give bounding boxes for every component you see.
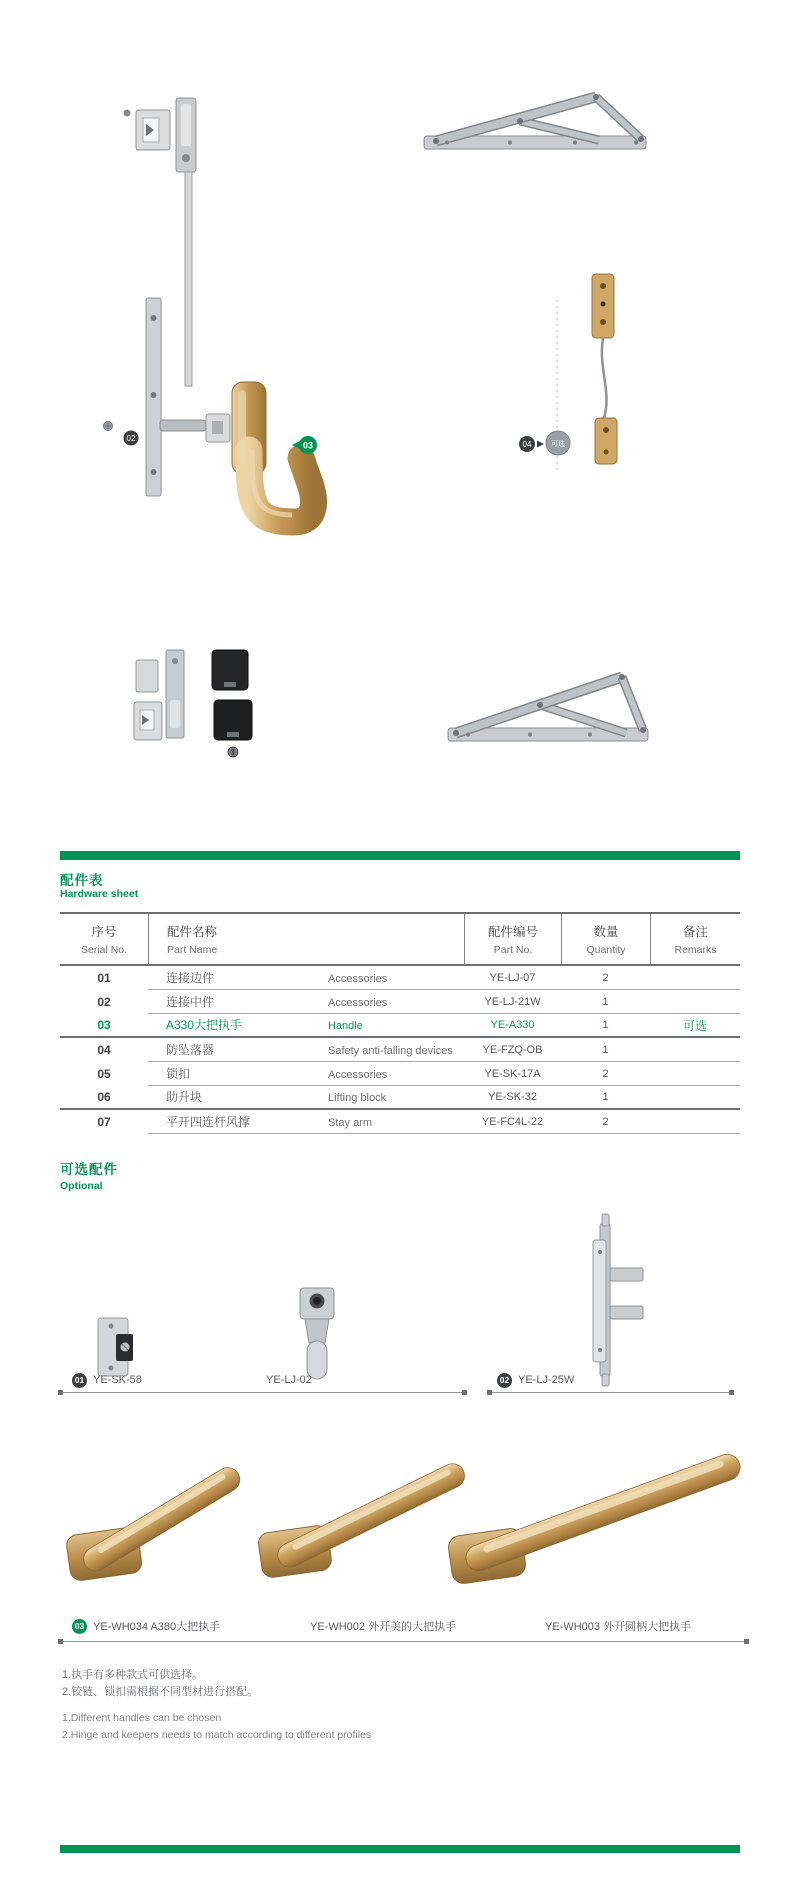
hardware-sheet-table: [60, 912, 740, 1134]
dimension-end: [58, 1390, 63, 1395]
handle-label: [72, 1618, 220, 1634]
handle-plate: [206, 414, 230, 442]
item-code: YE-WH002 外开美的大把执手: [310, 1621, 457, 1633]
hardware-sheet-title-cn: 配件表: [60, 873, 104, 888]
table-header: [60, 912, 740, 966]
window-handle-illustration: [232, 382, 314, 522]
lock-bar: [146, 298, 161, 496]
screw-icon: [104, 422, 113, 431]
dimension-end: [744, 1639, 749, 1644]
anti-falling-device: [592, 274, 617, 464]
note-en-1: 1.Different handles can be chosen: [62, 1712, 222, 1724]
table-row: 01 连接边件 Accessories YE-LJ-07 2: [60, 966, 740, 990]
table-row: 06 助升块 Lifting block YE-SK-32 1: [60, 1086, 740, 1110]
section-divider-bar-top: [60, 851, 740, 860]
optional-handles-figures: [0, 1440, 800, 1625]
connector-part-bottom: [166, 650, 184, 738]
keeper-part-top: [124, 110, 171, 151]
col-remarks: 备注 Remarks: [650, 914, 740, 964]
keeper-ye-sk-58: [98, 1318, 133, 1376]
item-code: YE-WH034 A380大把执手: [93, 1621, 221, 1633]
svg-text:02: 02: [126, 434, 136, 443]
dimension-line: [60, 1641, 748, 1642]
note-en-2: 2.Hinge and keepers needs to match according to different profiles: [62, 1729, 372, 1741]
table-row: 04 防坠落器 Safety anti-falling devices YE-FZQ-OB 1: [60, 1038, 740, 1062]
table-row: 05 锁扣 Accessories YE-SK-17A 2: [60, 1062, 740, 1086]
lifting-block: [212, 650, 252, 757]
svg-text:可选: 可选: [551, 441, 565, 448]
item-badge: 03: [72, 1619, 87, 1634]
item-code: YE-SK-58: [93, 1374, 142, 1386]
optional-item-label: [497, 1372, 574, 1388]
handle-label: [310, 1618, 456, 1634]
col-qty: 数量 Quantity: [561, 914, 650, 964]
item-badge: 02: [497, 1373, 512, 1388]
table-row: 07 平开四连杆风撑 Stay arm YE-FC4L-22 2: [60, 1110, 740, 1134]
stay-arm-bottom: [448, 674, 648, 741]
handle-ye-wh003: [447, 1451, 744, 1585]
item-code: YE-LJ-02: [266, 1374, 312, 1386]
optional-title-cn: 可选配件: [60, 1162, 118, 1177]
optional-parts-figures: [0, 1200, 800, 1400]
stay-arm-top: [424, 94, 646, 149]
optional-item-label: [72, 1372, 142, 1388]
spindle: [160, 420, 206, 431]
drive-rod: [185, 172, 192, 386]
dimension-line: [489, 1392, 733, 1393]
item-badge: 01: [72, 1373, 87, 1388]
table-row: 02 连接中件 Accessories YE-LJ-21W 1: [60, 990, 740, 1014]
dimension-end: [729, 1390, 734, 1395]
note-cn-1: 1.执手有多种款式可供选择。: [62, 1669, 204, 1681]
optional-title-en: Optional: [60, 1180, 103, 1192]
handle-ye-wh034: [65, 1463, 244, 1582]
connector-part-top: [176, 98, 196, 172]
hardware-sheet-title-en: Hardware sheet: [60, 888, 139, 900]
note-cn-2: 2.铰链、锁扣需根据不同型材进行搭配。: [62, 1686, 259, 1698]
dimension-end: [487, 1390, 492, 1395]
dimension-end: [58, 1639, 63, 1644]
col-name: 配件名称 Part Name: [148, 914, 464, 964]
hardware-diagram: [0, 0, 800, 800]
dimension-end: [462, 1390, 467, 1395]
optional-item-label: [266, 1372, 312, 1388]
connector-ye-lj-02: [300, 1288, 334, 1379]
assembly-badge: [124, 431, 139, 446]
section-divider-bar-bottom: [60, 1845, 740, 1853]
svg-text:03: 03: [302, 440, 314, 451]
lock-bar-ye-lj-25w: [593, 1214, 643, 1386]
item-code: YE-WH003 外开圆柄大把执手: [545, 1621, 692, 1633]
item-code: YE-LJ-25W: [518, 1374, 575, 1386]
device-badge: [519, 436, 544, 452]
table-row-highlighted: 03 A330大把执手 Handle YE-A330 1 可选: [60, 1014, 740, 1038]
keeper-part-bottom: [134, 660, 162, 740]
handle-ye-wh002: [257, 1460, 468, 1579]
svg-text:04: 04: [522, 440, 532, 449]
dimension-line: [60, 1392, 466, 1393]
col-partno: 配件编号 Part No.: [464, 914, 561, 964]
device-optional-tag: [546, 431, 570, 455]
handle-label: [545, 1618, 691, 1634]
col-serial: 序号 Serial No.: [80, 925, 128, 956]
